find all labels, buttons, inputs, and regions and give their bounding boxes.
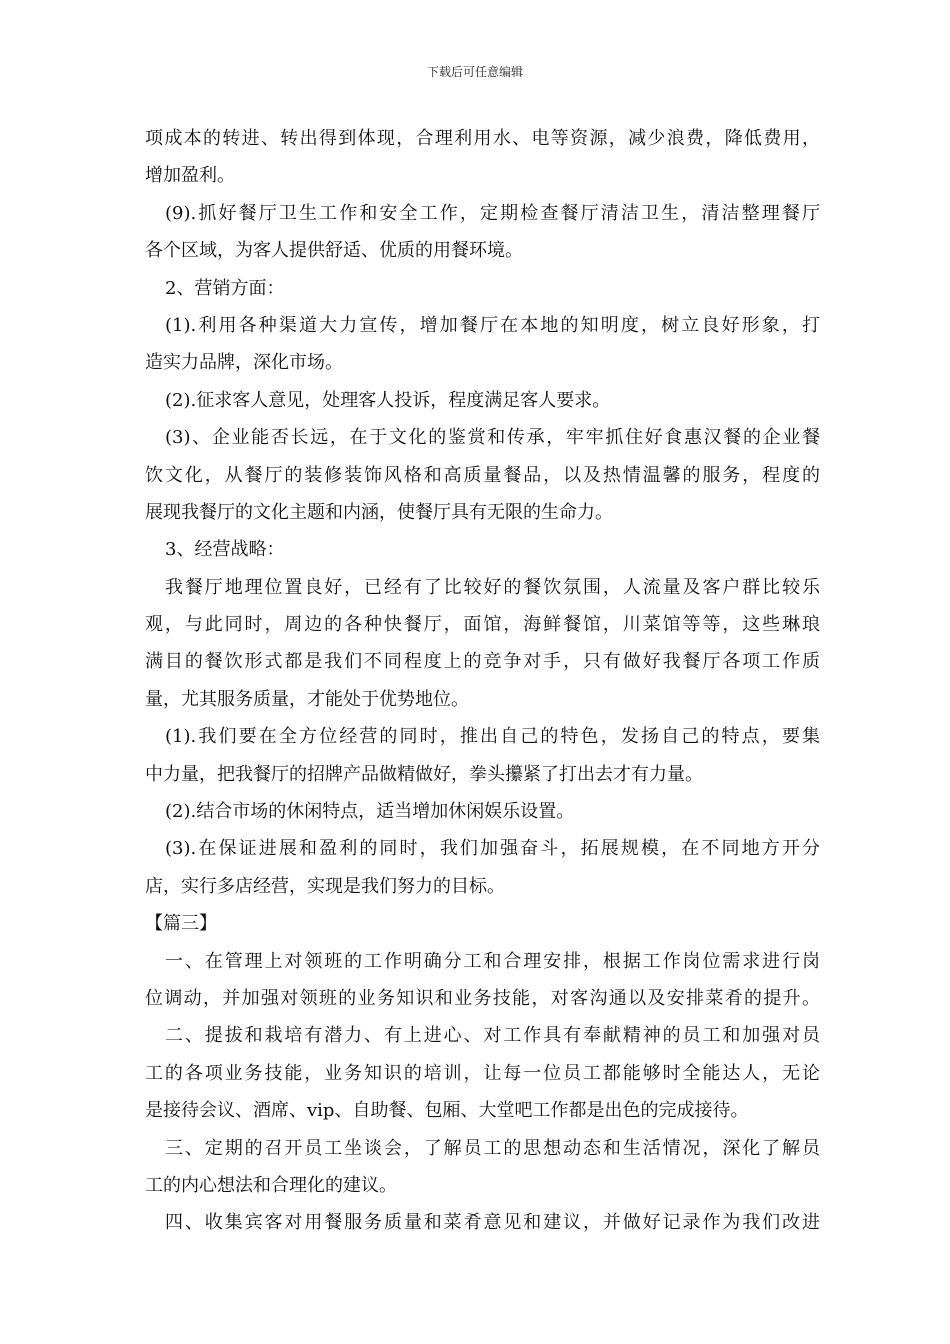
text-line: (1).我们要在全方位经营的同时，推出自己的特色，发扬自己的特点，要集	[165, 726, 820, 748]
text-line: 一、在管理上对领班的工作明确分工和合理安排，根据工作岗位需求进行岗	[165, 950, 820, 972]
text-line: 位调动，并加强对领班的业务知识和业务技能，对客沟通以及安排菜肴的提升。	[145, 987, 820, 1009]
text-line: 3、经营战略：	[165, 539, 285, 561]
text-line: 增加盈利。	[145, 165, 235, 187]
text-line: 满目的餐饮形式都是我们不同程度上的竞争对手，只有做好我餐厅各项工作质	[145, 651, 820, 673]
text-line: 店，实行多店经营，实现是我们努力的目标。	[145, 875, 505, 897]
text-line: 中力量，把我餐厅的招牌产品做精做好，拳头攥紧了打出去才有力量。	[145, 763, 703, 785]
page-header: 下载后可任意编辑	[426, 65, 523, 79]
text-line: 工的内心想法和合理化的建议。	[145, 1174, 397, 1196]
text-line: 展现我餐厅的文化主题和内涵，使餐厅具有无限的生命力。	[145, 501, 613, 523]
text-line: 各个区域，为客人提供舒适、优质的用餐环境。	[145, 240, 523, 262]
text-line: (1).利用各种渠道大力宣传，增加餐厅在本地的知明度，树立良好形象，打	[165, 314, 820, 336]
text-line: 四、收集宾客对用餐服务质量和菜肴意见和建议，并做好记录作为我们改进	[165, 1212, 820, 1234]
text-line: 我餐厅地理位置良好，已经有了比较好的餐饮氛围，人流量及客户群比较乐	[165, 576, 820, 598]
text-line: 项成本的转进、转出得到体现，合理利用水、电等资源，减少浪费，降低费用，	[145, 128, 820, 149]
text-line: (3)、企业能否长远，在于文化的鉴赏和传承，牢牢抓住好食惠汉餐的企业餐	[165, 427, 820, 449]
text-line: 量，尤其服务质量，才能处于优势地位。	[145, 688, 469, 710]
text-line: 工的各项业务技能，业务知识的培训，让每一位员工都能够时全能达人，无论	[145, 1062, 820, 1084]
text-line: 【篇三】	[145, 913, 217, 935]
text-line: (2).结合市场的休闲特点，适当增加休闲娱乐设置。	[165, 801, 575, 823]
text-line: 二、提拔和栽培有潜力、有上进心、对工作具有奉献精神的员工和加强对员	[165, 1025, 820, 1047]
text-line: 观，与此同时，周边的各种快餐厅，面馆，海鲜餐馆，川菜馆等等，这些琳琅	[145, 614, 820, 636]
text-line: 2、营销方面：	[165, 277, 285, 299]
text-line: 饮文化，从餐厅的装修装饰风格和高质量餐品，以及热情温馨的服务，程度的	[145, 464, 820, 486]
text-line: (9).抓好餐厅卫生工作和安全工作，定期检查餐厅清洁卫生，清洁整理餐厅	[165, 202, 820, 224]
document-body	[145, 120, 820, 1242]
text-line: (3).在保证进展和盈利的同时，我们加强奋斗，拓展规模，在不同地方开分	[165, 838, 820, 860]
text-line: 造实力品牌，深化市场。	[145, 352, 343, 374]
text-line: 是接待会议、酒席、vip、自助餐、包厢、大堂吧工作都是出色的完成接待。	[145, 1100, 749, 1122]
text-line: 三、定期的召开员工坐谈会，了解员工的思想动态和生活情况，深化了解员	[165, 1137, 820, 1159]
text-line: (2).征求客人意见，处理客人投诉，程度满足客人要求。	[165, 389, 611, 411]
